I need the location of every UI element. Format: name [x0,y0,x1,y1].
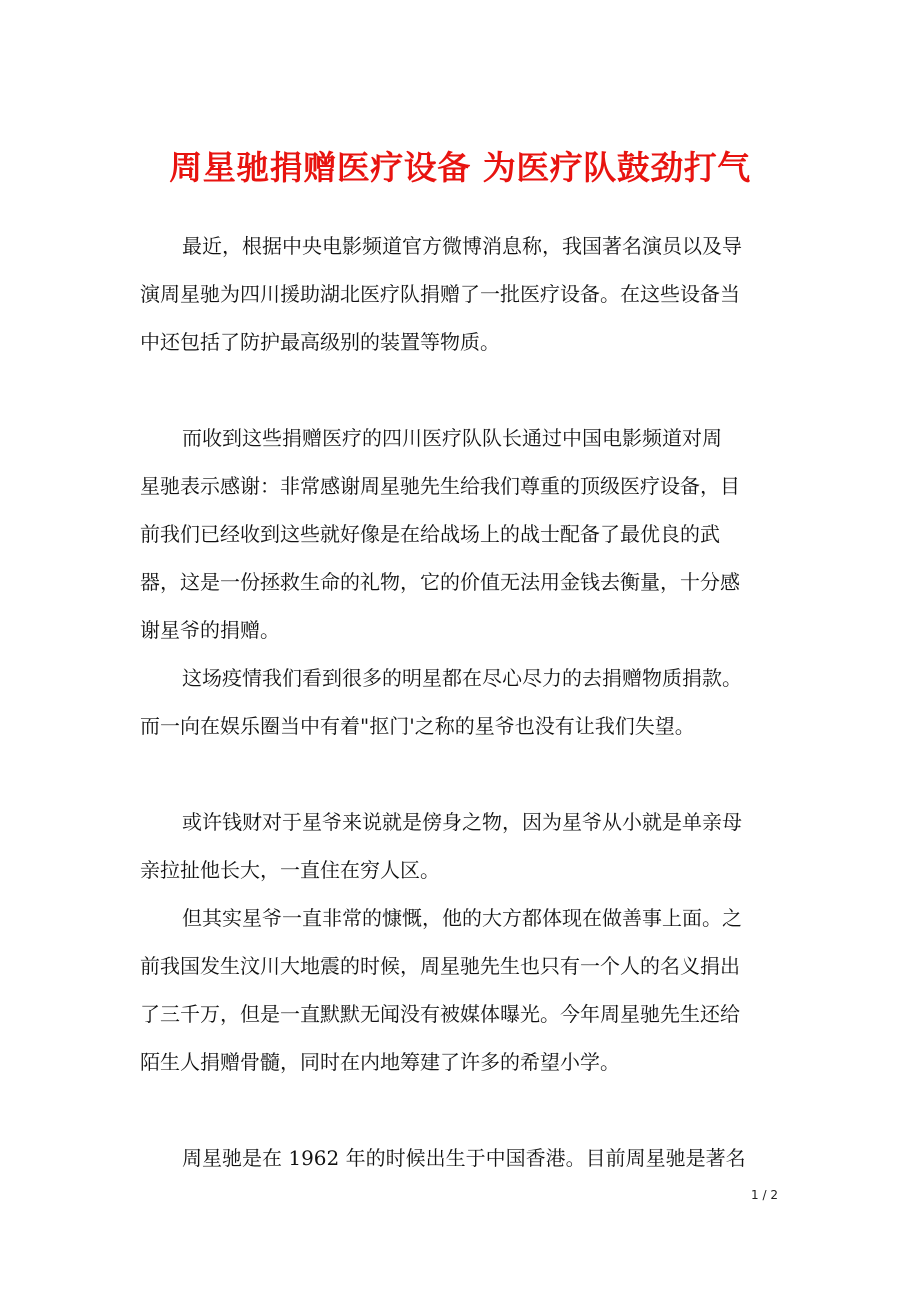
paragraph-line: 器，这是一份拯救生命的礼物，它的价值无法用金钱去衡量，十分感 [140,570,740,594]
paragraph-line: 演周星驰为四川援助湖北医疗队捐赠了一批医疗设备。在这些设备当 [140,282,740,306]
paragraph-line: 谢星爷的捐赠。 [140,618,280,642]
paragraph-line: 或许钱财对于星爷来说就是傍身之物，因为星爷从小就是单亲母 [182,810,742,834]
paragraph-line: 这场疫情我们看到很多的明星都在尽心尽力的去捐赠物质捐款。 [182,666,742,690]
paragraph-line: 亲拉扯他长大，一直住在穷人区。 [140,858,440,882]
paragraph-line: 而收到这些捐赠医疗的四川医疗队队长通过中国电影频道对周 [182,426,722,450]
paragraph-line: 了三千万，但是一直默默无闻没有被媒体曝光。今年周星驰先生还给 [140,1002,740,1026]
paragraph-line: 前我国发生汶川大地震的时候，周星驰先生也只有一个人的名义捐出 [140,954,740,978]
paragraph-line: 陌生人捐赠骨髓，同时在内地筹建了许多的希望小学。 [140,1050,620,1074]
paragraph-line: 但其实星爷一直非常的慷慨，他的大方都体现在做善事上面。之 [182,906,742,930]
paragraph-line: 星驰表示感谢：非常感谢周星驰先生给我们尊重的顶级医疗设备，目 [140,474,740,498]
document-title: 周星驰捐赠医疗设备 为医疗队鼓劲打气 [169,148,751,187]
paragraph-line: 而一向在娱乐圈当中有着"抠门'之称的星爷也没有让我们失望。 [140,714,695,738]
paragraph-line: 中还包括了防护最高级别的装置等物质。 [140,330,500,354]
paragraph-line: 前我们已经收到这些就好像是在给战场上的战士配备了最优良的武 [140,522,720,546]
paragraph-line: 最近，根据中央电影频道官方微博消息称，我国著名演员以及导 [182,234,742,258]
paragraph-line: 周星驰是在 1962 年的时候出生于中国香港。目前周星驰是著名 [182,1146,746,1170]
page-number: 1 / 2 [751,1188,778,1202]
